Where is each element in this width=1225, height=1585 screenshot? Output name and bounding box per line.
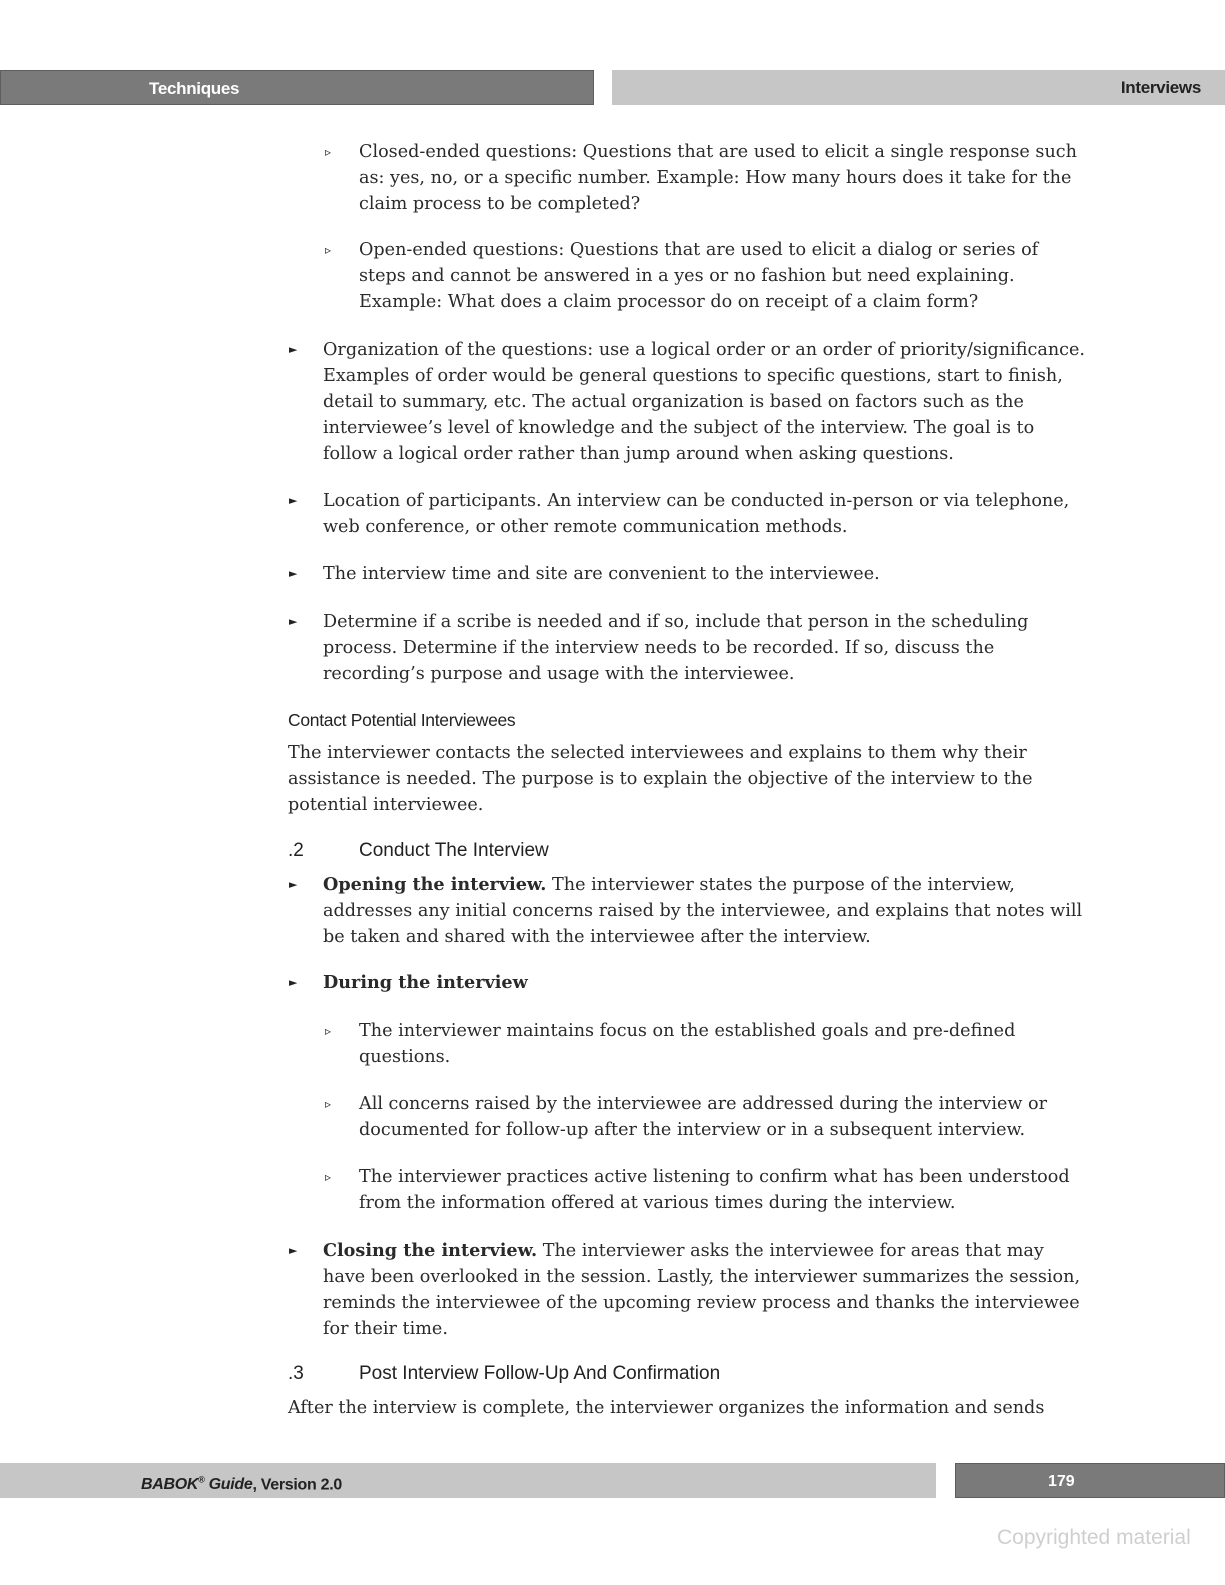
sub-bullet-icon: ▹ xyxy=(325,145,332,159)
opening-item xyxy=(323,872,1088,950)
opening-lead: Opening the interview. xyxy=(323,874,547,895)
scribe-item: Determine if a scribe is needed and if so, include that person in the scheduling process. Determine if the interview needs to be recorded. If so, discuss the recording’s purpose and usage with the interviewee. xyxy=(323,612,1029,684)
running-header-section: Techniques xyxy=(0,70,594,105)
guide-word: Guide xyxy=(204,1476,253,1494)
during-item xyxy=(323,970,1088,996)
closing-lead: Closing the interview. xyxy=(323,1240,538,1261)
running-header-topic: Interviews xyxy=(612,70,1225,105)
page-number: 179 xyxy=(955,1463,1225,1498)
closed-ended-item: Closed-ended questions: Questions that are used to elicit a single response such as: yes, no, or a specific number. Example: How many hours does it take for the claim process to be completed? xyxy=(359,142,1077,214)
section-title: Conduct The Interview xyxy=(359,840,549,861)
sub-bullet-icon: ▹ xyxy=(325,1024,332,1038)
bullet-icon: ► xyxy=(289,976,298,989)
sub-bullet-icon: ▹ xyxy=(325,1170,332,1184)
location-item: Location of participants. An interview can be conducted in-person or via telephone, web conference, or other remote communication methods. xyxy=(323,491,1070,537)
sub-bullet-icon: ▹ xyxy=(325,1097,332,1111)
contact-paragraph: The interviewer contacts the selected interviewees and explains to them why their assistance is needed. The purpose is to explain the objective of the interview to the potential interviewee. xyxy=(288,743,1033,815)
bullet-icon: ► xyxy=(289,343,298,356)
bullet-icon: ► xyxy=(289,567,298,580)
bullet-icon: ► xyxy=(289,878,298,891)
after-paragraph: After the interview is complete, the interviewer organizes the information and sends xyxy=(288,1398,1045,1418)
footer-book-title xyxy=(0,1463,936,1498)
section-number: .3 xyxy=(288,1363,304,1384)
section-title: Post Interview Follow-Up And Confirmation xyxy=(359,1363,721,1384)
sub-bullet-icon: ▹ xyxy=(325,243,332,257)
version-text: , Version 2.0 xyxy=(252,1476,342,1494)
opening-text: The interviewer states the purpose of the interview, addresses any initial concerns raised by the interviewee, and explains that notes will be taken and shared with the interviewee after the interview. xyxy=(323,875,1083,947)
organization-item: Organization of the questions: use a logical order or an order of priority/significance. Examples of order would be general questions to specific questions, start to finish, detail to summary, etc. The actual organization is based on factors such as the interviewee’s level of knowledge and the subject of the interview. The goal is to follow a logical order rather than jump around when asking questions. xyxy=(323,340,1086,464)
bullet-icon: ► xyxy=(289,494,298,507)
during-point-3: The interviewer practices active listening to confirm what has been understood from the information offered at various times during the interview. xyxy=(359,1167,1070,1213)
during-point-1: The interviewer maintains focus on the established goals and pre-defined questions. xyxy=(359,1021,1016,1067)
bullet-icon: ► xyxy=(289,1244,298,1257)
bullet-icon: ► xyxy=(289,615,298,628)
contact-heading: Contact Potential Interviewees xyxy=(288,710,516,730)
section-number: .2 xyxy=(288,840,304,861)
book-name: BABOK xyxy=(141,1476,199,1494)
watermark: Copyrighted material xyxy=(997,1526,1191,1549)
during-point-2: All concerns raised by the interviewee are addressed during the interview or documented for follow-up after the interview or in a subsequent interview. xyxy=(359,1094,1048,1140)
registered-mark: ® xyxy=(198,1475,205,1485)
time-site-item: The interview time and site are convenient to the interviewee. xyxy=(323,564,880,584)
during-lead: During the interview xyxy=(323,972,528,993)
closing-text: The interviewer asks the interviewee for areas that may have been overlooked in the session. Lastly, the interviewer summarizes the session, reminds the interviewee of the upcoming review process and thanks the interviewee for their time. xyxy=(323,1241,1081,1339)
open-ended-item: Open-ended questions: Questions that are used to elicit a dialog or series of steps and cannot be answered in a yes or no fashion but need explaining. Example: What does a claim processor do on receipt of a claim form? xyxy=(359,240,1039,312)
closing-item xyxy=(323,1238,1088,1342)
